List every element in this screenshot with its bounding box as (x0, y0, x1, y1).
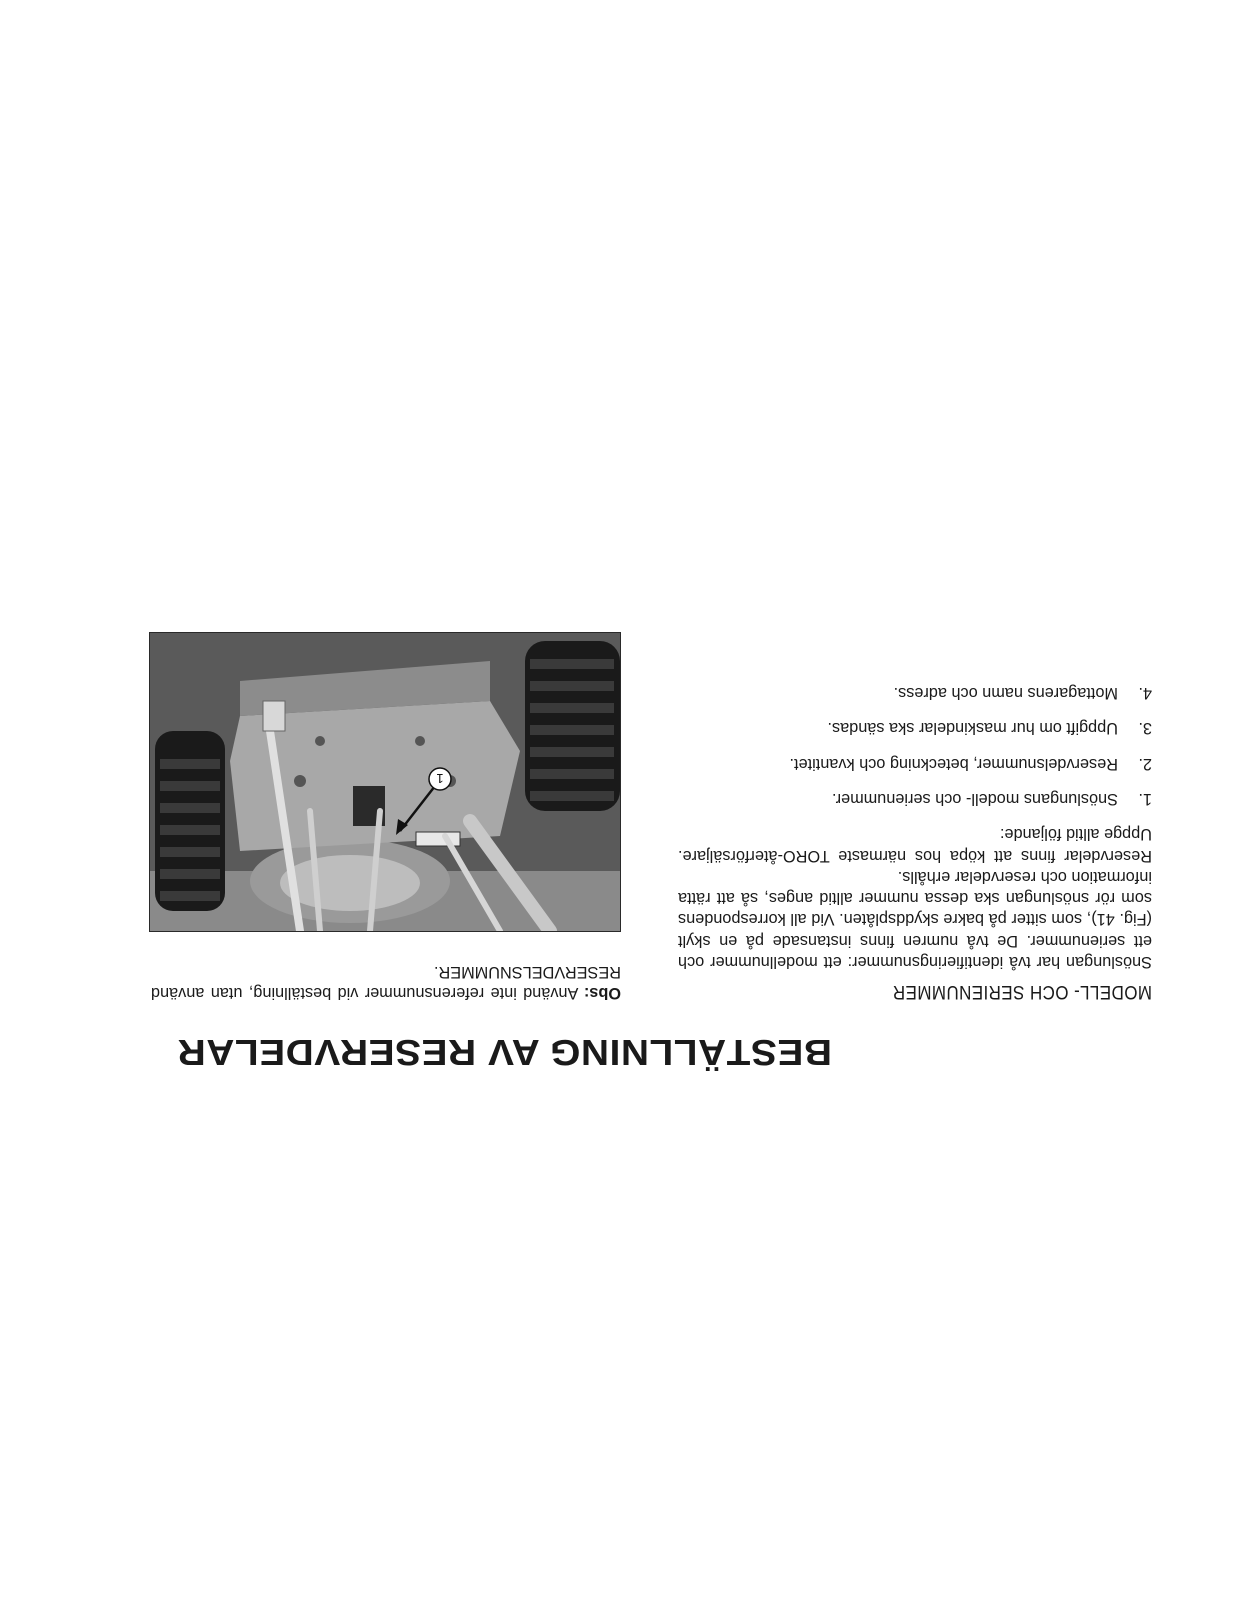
serial-plate-photo (149, 632, 621, 932)
spare-parts-text (678, 676, 1152, 972)
callout-number: 1 (436, 771, 444, 786)
tire-left (525, 641, 620, 811)
snowblower-photo-illustration (150, 633, 620, 931)
section-heading-spare-parts: BESTÄLLNING AV RESERVDELAR (177, 1032, 832, 1073)
list-item: 1. Snöslungans modell- och serienummer. (832, 789, 1152, 808)
dealer-paragraph: Reservdelar finns att köpa hos närmaste TORO-återförsäljare. Uppge alltid följande: (678, 825, 1152, 865)
tire-right (155, 731, 225, 911)
identification-paragraph: Snöslungan har två identifieringsnummer: ett modellnummer och ett serienummer. De två numren finns instansade på en skylt (Fig. 41), som sitter på bakre skyddsplåten. Vid all korrespondens som rör snöslungan ska dessa nummer alltid anges, så att rätta information och reservdelar erhålls. (678, 867, 1152, 971)
list-item: 3. Uppgift om hur maskindelar ska sändas. (827, 719, 1152, 738)
model-serial-heading: MODELL- OCH SERIENUMMER (892, 981, 1152, 1003)
list-item: 4. Mottagarens namn och adress. (893, 684, 1152, 703)
list-item: 2. Reservdelsnummer, beteckning och kvantitet. (789, 754, 1152, 773)
order-info-list (678, 682, 1152, 809)
serial-number-plate (416, 832, 460, 846)
obs-note-reference: Obs: Använd inte referensnummer vid beställning, utan använd RESERVDELSNUMMER. (151, 962, 621, 1002)
